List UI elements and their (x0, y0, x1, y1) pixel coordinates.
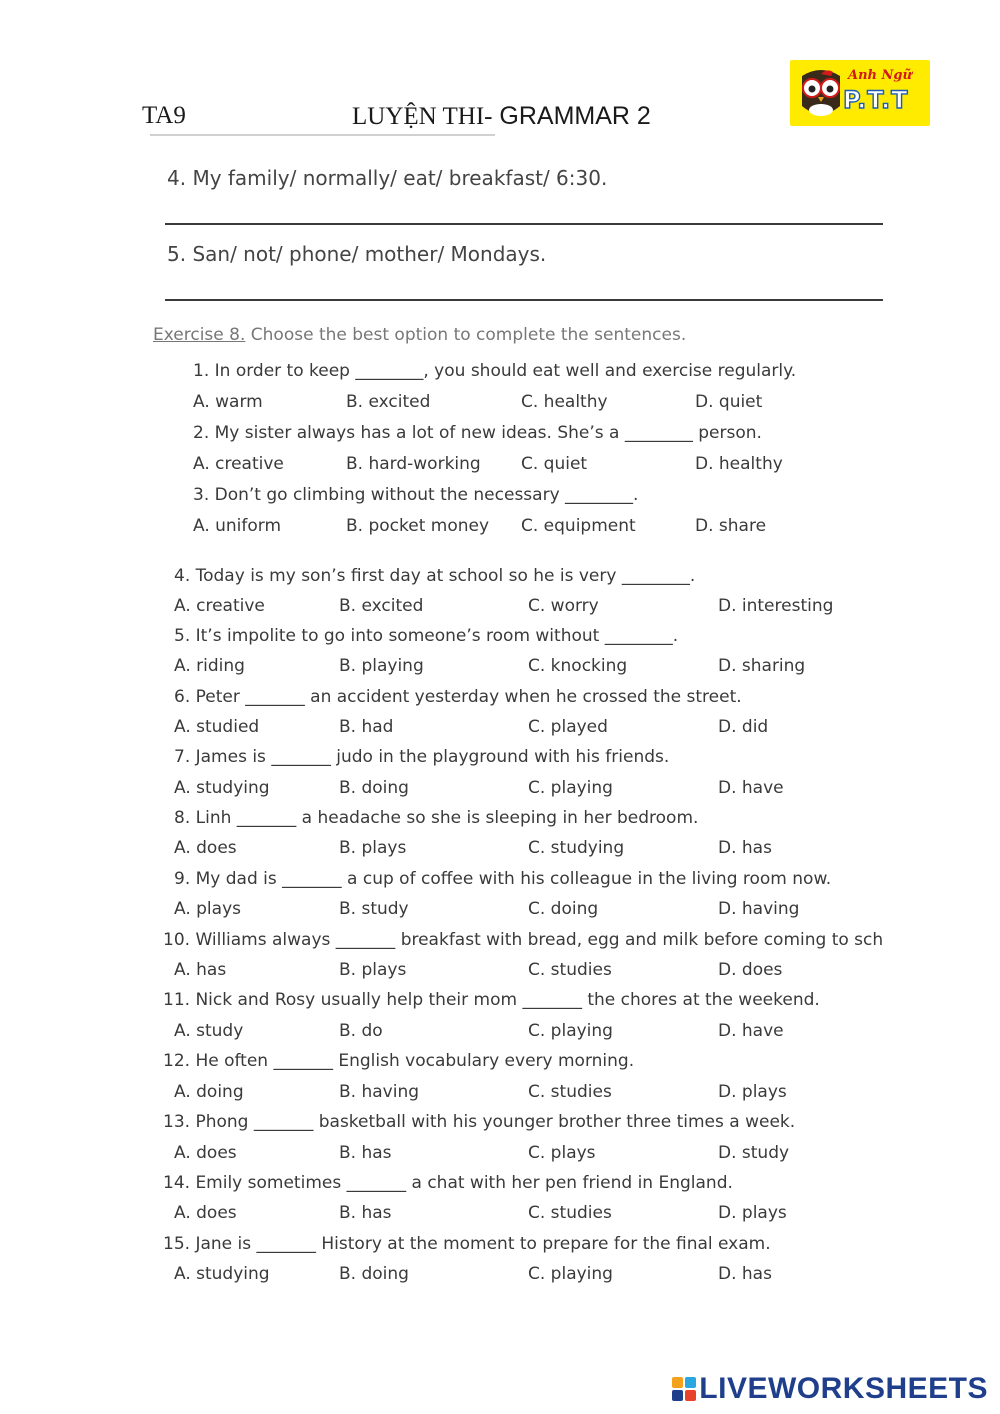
option-d[interactable]: D. has (718, 1264, 772, 1284)
option-d[interactable]: D. has (718, 838, 772, 858)
question: 8. Linh _______ a headache so she is sleeping in her bedroom. (174, 808, 699, 828)
question: 15. Jane is _______ History at the moment to prepare for the final exam. (163, 1234, 771, 1254)
page-title (352, 102, 651, 131)
option-b[interactable]: B. excited (339, 596, 424, 616)
question: 12. He often _______ English vocabulary every morning. (163, 1051, 635, 1071)
option-b[interactable]: B. hard-working (346, 454, 481, 474)
option-b[interactable]: B. doing (339, 1264, 409, 1284)
option-b[interactable]: B. having (339, 1082, 420, 1102)
option-d[interactable]: D. interesting (718, 596, 834, 616)
option-c[interactable]: C. equipment (521, 516, 636, 536)
option-d[interactable]: D. does (718, 960, 783, 980)
rewrite-prompt-5: 5. San/ not/ phone/ mother/ Mondays. (167, 242, 547, 266)
option-c[interactable]: C. studies (528, 1203, 612, 1223)
option-b[interactable]: B. pocket money (346, 516, 490, 536)
option-b[interactable]: B. playing (339, 656, 424, 676)
question: 10. Williams always _______ breakfast with bread, egg and milk before coming to sch (163, 930, 884, 950)
question: 2. My sister always has a lot of new ideas. She’s a ________ person. (193, 423, 762, 443)
option-a[interactable]: A. plays (174, 899, 241, 919)
question: 3. Don’t go climbing without the necessary ________. (193, 485, 639, 505)
option-a[interactable]: A. creative (193, 454, 284, 474)
option-c[interactable]: C. playing (528, 778, 613, 798)
option-d[interactable]: D. plays (718, 1203, 787, 1223)
option-b[interactable]: B. has (339, 1143, 392, 1163)
question: 6. Peter _______ an accident yesterday when he crossed the street. (174, 687, 742, 707)
owl-icon (796, 66, 846, 120)
option-a[interactable]: A. study (174, 1021, 244, 1041)
question: 5. It’s impolite to go into someone’s room without ________. (174, 626, 679, 646)
logo-text-bottom: P.T.T (843, 86, 909, 114)
header-rule (150, 134, 495, 136)
icon-cell (672, 1377, 683, 1388)
option-a[interactable]: A. does (174, 1143, 237, 1163)
question: 1. In order to keep ________, you should eat well and exercise regularly. (193, 361, 797, 381)
liveworksheets-icon (672, 1377, 696, 1401)
option-b[interactable]: B. had (339, 717, 394, 737)
option-c[interactable]: C. quiet (521, 454, 588, 474)
option-c[interactable]: C. playing (528, 1021, 613, 1041)
option-a[interactable]: A. studying (174, 1264, 270, 1284)
option-a[interactable]: A. has (174, 960, 227, 980)
answer-line-4[interactable] (165, 223, 883, 225)
answer-line-5[interactable] (165, 299, 883, 301)
school-logo (790, 60, 930, 126)
option-a[interactable]: A. does (174, 1203, 237, 1223)
option-c[interactable]: C. knocking (528, 656, 628, 676)
option-d[interactable]: D. healthy (695, 454, 783, 474)
option-b[interactable]: B. do (339, 1021, 383, 1041)
liveworksheets-logo (672, 1372, 988, 1406)
option-c[interactable]: C. healthy (521, 392, 608, 412)
option-b[interactable]: B. has (339, 1203, 392, 1223)
option-c[interactable]: C. played (528, 717, 608, 737)
option-d[interactable]: D. have (718, 778, 784, 798)
option-c[interactable]: C. worry (528, 596, 599, 616)
option-c[interactable]: C. plays (528, 1143, 596, 1163)
question: 13. Phong _______ basketball with his younger brother three times a week. (163, 1112, 796, 1132)
icon-cell (685, 1377, 696, 1388)
option-a[interactable]: A. studying (174, 778, 270, 798)
option-b[interactable]: B. excited (346, 392, 431, 412)
option-a[interactable]: A. creative (174, 596, 265, 616)
option-d[interactable]: D. having (718, 899, 800, 919)
option-a[interactable]: A. warm (193, 392, 263, 412)
option-d[interactable]: D. study (718, 1143, 790, 1163)
option-b[interactable]: B. study (339, 899, 409, 919)
option-c[interactable]: C. studies (528, 1082, 612, 1102)
rewrite-prompt-4: 4. My family/ normally/ eat/ breakfast/ 6:30. (167, 166, 608, 190)
option-d[interactable]: D. plays (718, 1082, 787, 1102)
liveworksheets-brand: LIVEWORKSHEETS (699, 1372, 988, 1405)
option-a[interactable]: A. studied (174, 717, 260, 737)
page-title-en: GRAMMAR 2 (492, 102, 651, 130)
option-d[interactable]: D. quiet (695, 392, 763, 412)
option-a[interactable]: A. uniform (193, 516, 282, 536)
question: 9. My dad is _______ a cup of coffee with his colleague in the living room now. (174, 869, 832, 889)
option-a[interactable]: A. riding (174, 656, 245, 676)
question: 14. Emily sometimes _______ a chat with her pen friend in England. (163, 1173, 733, 1193)
option-c[interactable]: C. playing (528, 1264, 613, 1284)
option-d[interactable]: D. share (695, 516, 767, 536)
exercise-title (153, 325, 686, 345)
logo-text-top: Anh Ngữ (848, 68, 912, 83)
option-d[interactable]: D. have (718, 1021, 784, 1041)
option-c[interactable]: C. doing (528, 899, 599, 919)
option-a[interactable]: A. doing (174, 1082, 244, 1102)
option-d[interactable]: D. did (718, 717, 769, 737)
exercise-instruction: Choose the best option to complete the sentences. (245, 325, 687, 345)
option-b[interactable]: B. plays (339, 960, 407, 980)
option-c[interactable]: C. studying (528, 838, 625, 858)
option-b[interactable]: B. plays (339, 838, 407, 858)
option-b[interactable]: B. doing (339, 778, 409, 798)
question: 7. James is _______ judo in the playground with his friends. (174, 747, 670, 767)
option-c[interactable]: C. studies (528, 960, 612, 980)
option-a[interactable]: A. does (174, 838, 237, 858)
exercise-label: Exercise 8. (153, 325, 246, 345)
page-title-vi: LUYỆN THI- (352, 103, 493, 130)
worksheet-code: TA9 (142, 102, 186, 129)
question: 11. Nick and Rosy usually help their mom _______ the chores at the weekend. (163, 990, 820, 1010)
option-d[interactable]: D. sharing (718, 656, 806, 676)
icon-cell (672, 1390, 683, 1401)
icon-cell (685, 1390, 696, 1401)
question: 4. Today is my son’s first day at school so he is very ________. (174, 566, 696, 586)
